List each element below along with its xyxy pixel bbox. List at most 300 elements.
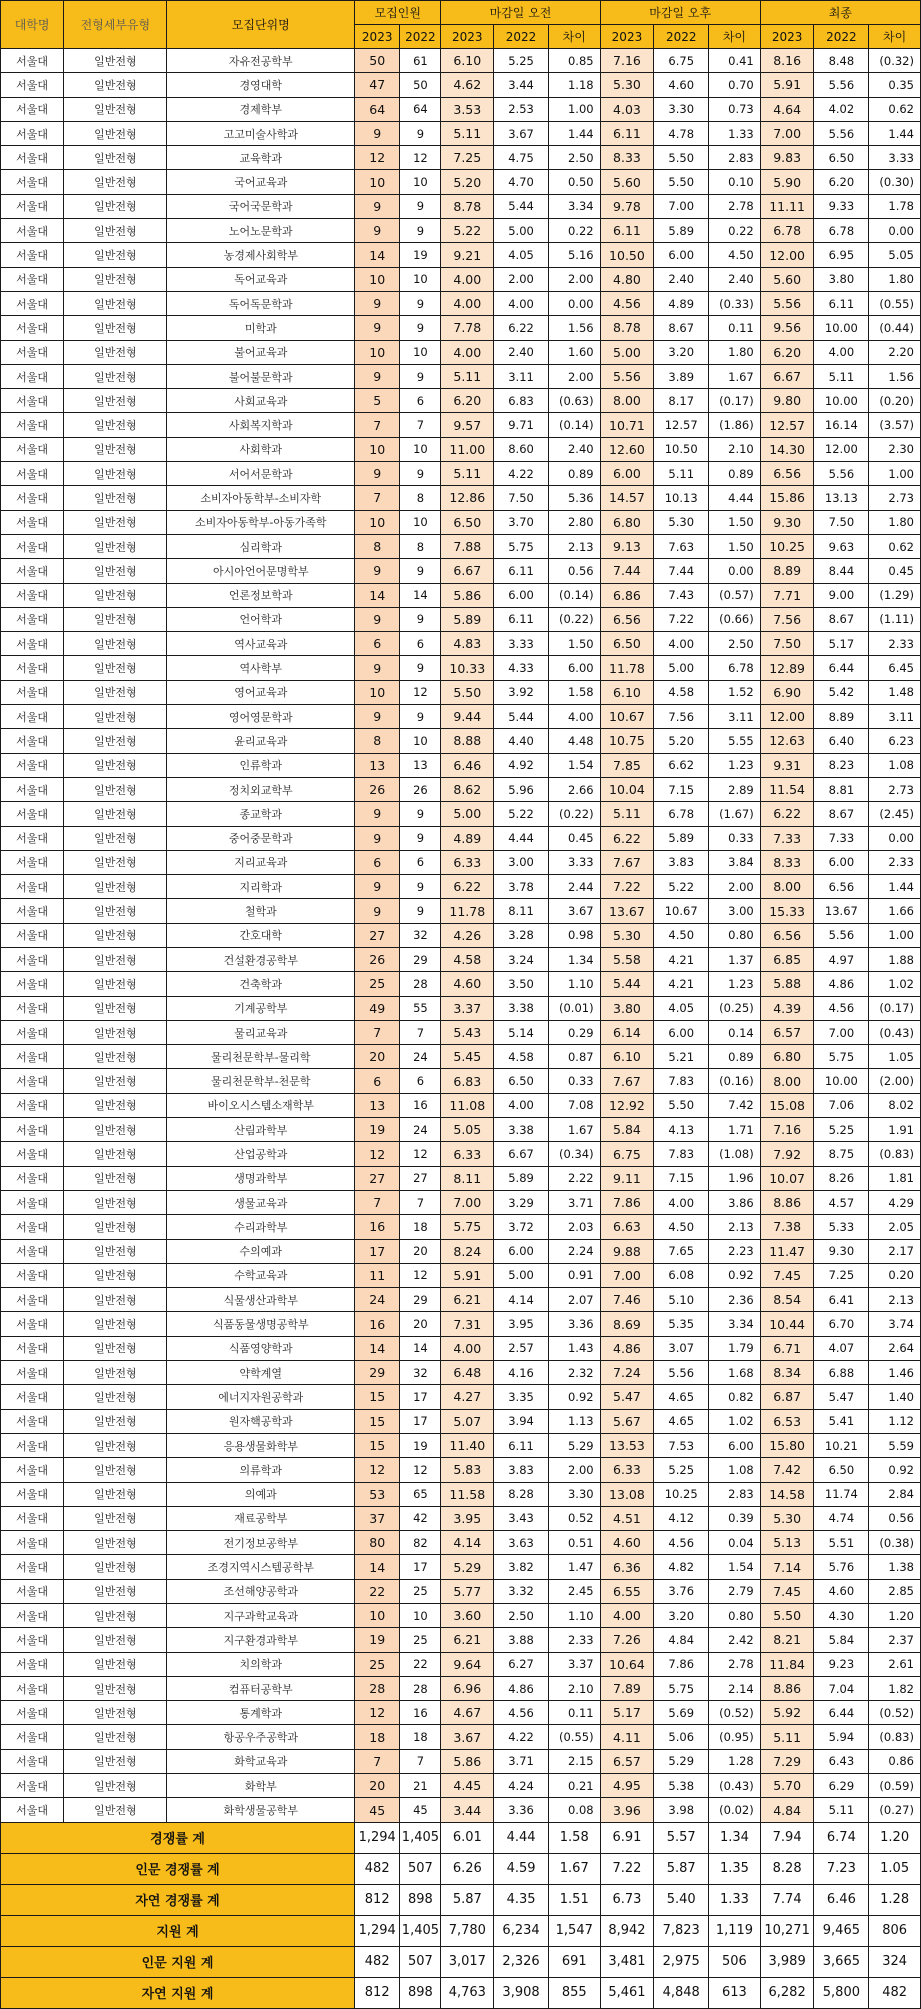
final-2022-cell: 6.20 bbox=[814, 170, 869, 194]
afternoon-2022-cell: 3.98 bbox=[654, 1798, 709, 1822]
afternoon-2022-cell: 4.21 bbox=[654, 972, 709, 996]
morning-2022-cell: 4.14 bbox=[494, 1288, 549, 1312]
dept-cell: 건축학과 bbox=[167, 972, 355, 996]
table-row bbox=[1, 1652, 921, 1676]
quota-2022-cell: 21 bbox=[400, 1774, 441, 1798]
morning-2023-cell: 6.21 bbox=[441, 1628, 494, 1652]
table-body bbox=[1, 49, 921, 1823]
final-diff-cell: 2.73 bbox=[869, 486, 921, 510]
summary-value: 2,975 bbox=[654, 1946, 709, 1977]
quota-2023-cell: 27 bbox=[355, 923, 400, 947]
final-diff-cell: (0.59) bbox=[869, 1774, 921, 1798]
final-2023-cell: 8.00 bbox=[760, 1069, 814, 1093]
quota-2023-cell: 25 bbox=[355, 972, 400, 996]
final-2022-cell: 4.56 bbox=[814, 996, 869, 1020]
final-2022-cell: 6.44 bbox=[814, 656, 869, 680]
afternoon-2023-cell: 7.24 bbox=[600, 1361, 654, 1385]
afternoon-2022-cell: 7.00 bbox=[654, 194, 709, 218]
morning-2023-cell: 5.43 bbox=[441, 1020, 494, 1044]
summary-value: 1.20 bbox=[869, 1822, 921, 1853]
type-cell: 일반전형 bbox=[64, 680, 167, 704]
dept-cell: 불어불문학과 bbox=[167, 364, 355, 388]
final-2023-cell: 14.58 bbox=[760, 1482, 814, 1506]
morning-diff-cell: 1.67 bbox=[548, 1118, 600, 1142]
afternoon-diff-cell: 0.11 bbox=[709, 316, 761, 340]
summary-label: 인문 경쟁률 계 bbox=[1, 1853, 355, 1884]
dept-cell: 언론정보학과 bbox=[167, 583, 355, 607]
afternoon-diff-cell: 5.55 bbox=[709, 729, 761, 753]
year-2022-header: 2022 bbox=[654, 25, 709, 49]
final-2022-cell: 5.84 bbox=[814, 1628, 869, 1652]
dept-cell: 심리학과 bbox=[167, 534, 355, 558]
table-row bbox=[1, 656, 921, 680]
summary-value: 7.74 bbox=[760, 1884, 814, 1915]
quota-2022-cell: 9 bbox=[400, 364, 441, 388]
quota-2023-cell: 13 bbox=[355, 1093, 400, 1117]
final-diff-cell: 1.80 bbox=[869, 510, 921, 534]
table-row bbox=[1, 1774, 921, 1798]
final-2022-cell: 6.50 bbox=[814, 146, 869, 170]
table-row bbox=[1, 972, 921, 996]
afternoon-diff-cell: (0.25) bbox=[709, 996, 761, 1020]
final-diff-cell: 2.37 bbox=[869, 1628, 921, 1652]
afternoon-diff-cell: 3.11 bbox=[709, 705, 761, 729]
morning-2023-cell: 6.22 bbox=[441, 875, 494, 899]
morning-2022-cell: 3.11 bbox=[494, 364, 549, 388]
final-2022-cell: 5.33 bbox=[814, 1215, 869, 1239]
quota-2023-cell: 26 bbox=[355, 947, 400, 971]
final-2022-cell: 3.80 bbox=[814, 267, 869, 291]
morning-diff-cell: 1.58 bbox=[548, 680, 600, 704]
quota-2022-cell: 14 bbox=[400, 1336, 441, 1360]
afternoon-diff-cell: 2.14 bbox=[709, 1676, 761, 1700]
final-diff-cell: 1.56 bbox=[869, 364, 921, 388]
morning-diff-cell: 3.33 bbox=[548, 850, 600, 874]
final-2023-cell: 8.33 bbox=[760, 850, 814, 874]
table-row bbox=[1, 364, 921, 388]
afternoon-2023-cell: 10.75 bbox=[600, 729, 654, 753]
quota-2023-cell: 9 bbox=[355, 607, 400, 631]
afternoon-2023-cell: 13.53 bbox=[600, 1433, 654, 1457]
afternoon-2023-cell: 6.86 bbox=[600, 583, 654, 607]
morning-2022-cell: 4.05 bbox=[494, 243, 549, 267]
morning-2023-cell: 5.89 bbox=[441, 607, 494, 631]
final-diff-cell: 0.00 bbox=[869, 219, 921, 243]
morning-diff-cell: 2.33 bbox=[548, 1628, 600, 1652]
morning-2022-cell: 3.95 bbox=[494, 1312, 549, 1336]
afternoon-2022-cell: 3.20 bbox=[654, 340, 709, 364]
final-2022-cell: 10.21 bbox=[814, 1433, 869, 1457]
table-row bbox=[1, 802, 921, 826]
final-diff-cell: 4.29 bbox=[869, 1190, 921, 1214]
final-diff-cell: (0.38) bbox=[869, 1531, 921, 1555]
dept-cell: 아시아언어문명학부 bbox=[167, 559, 355, 583]
morning-2023-cell: 7.31 bbox=[441, 1312, 494, 1336]
summary-row bbox=[1, 1977, 921, 2008]
afternoon-diff-cell: 6.78 bbox=[709, 656, 761, 680]
afternoon-diff-cell: 1.80 bbox=[709, 340, 761, 364]
quota-2022-cell: 9 bbox=[400, 705, 441, 729]
univ-cell: 서울대 bbox=[1, 267, 64, 291]
afternoon-2022-cell: 2.40 bbox=[654, 267, 709, 291]
morning-2023-cell: 4.67 bbox=[441, 1701, 494, 1725]
dept-cell: 화학생물공학부 bbox=[167, 1798, 355, 1822]
afternoon-2023-cell: 5.56 bbox=[600, 364, 654, 388]
final-2023-cell: 12.63 bbox=[760, 729, 814, 753]
univ-cell: 서울대 bbox=[1, 97, 64, 121]
morning-diff-cell: 3.67 bbox=[548, 899, 600, 923]
morning-2023-cell: 7.78 bbox=[441, 316, 494, 340]
morning-diff-cell: 1.43 bbox=[548, 1336, 600, 1360]
final-2023-cell: 5.11 bbox=[760, 1725, 814, 1749]
final-2022-cell: 4.97 bbox=[814, 947, 869, 971]
morning-2023-cell: 4.00 bbox=[441, 340, 494, 364]
final-2022-cell: 6.44 bbox=[814, 1701, 869, 1725]
type-cell: 일반전형 bbox=[64, 1749, 167, 1773]
quota-2023-cell: 9 bbox=[355, 656, 400, 680]
summary-value: 4.59 bbox=[494, 1853, 549, 1884]
final-2022-cell: 9.30 bbox=[814, 1239, 869, 1263]
summary-value: 3,017 bbox=[441, 1946, 494, 1977]
table-row bbox=[1, 462, 921, 486]
type-cell: 일반전형 bbox=[64, 996, 167, 1020]
final-2023-cell: 8.34 bbox=[760, 1361, 814, 1385]
type-cell: 일반전형 bbox=[64, 49, 167, 73]
dept-cell: 물리천문학부-천문학 bbox=[167, 1069, 355, 1093]
header-row-groups bbox=[1, 1, 921, 25]
table-row bbox=[1, 243, 921, 267]
afternoon-2022-cell: 4.21 bbox=[654, 947, 709, 971]
morning-diff-cell: 0.50 bbox=[548, 170, 600, 194]
morning-2023-cell: 8.24 bbox=[441, 1239, 494, 1263]
quota-2022-cell: 10 bbox=[400, 729, 441, 753]
afternoon-diff-cell: 3.84 bbox=[709, 850, 761, 874]
morning-2023-cell: 9.44 bbox=[441, 705, 494, 729]
summary-value: 507 bbox=[400, 1853, 441, 1884]
dept-cell: 국어교육과 bbox=[167, 170, 355, 194]
afternoon-diff-cell: 2.83 bbox=[709, 1482, 761, 1506]
type-cell: 일반전형 bbox=[64, 486, 167, 510]
summary-value: 6,282 bbox=[760, 1977, 814, 2008]
afternoon-diff-cell: 0.10 bbox=[709, 170, 761, 194]
afternoon-2022-cell: 7.86 bbox=[654, 1652, 709, 1676]
morning-2022-cell: 6.67 bbox=[494, 1142, 549, 1166]
summary-value: 7.23 bbox=[814, 1853, 869, 1884]
type-cell: 일반전형 bbox=[64, 826, 167, 850]
quota-2022-cell: 7 bbox=[400, 413, 441, 437]
quota-2022-cell: 45 bbox=[400, 1798, 441, 1822]
final-2022-cell: 5.25 bbox=[814, 1118, 869, 1142]
summary-label: 지원 계 bbox=[1, 1915, 355, 1946]
dept-cell: 통계학과 bbox=[167, 1701, 355, 1725]
afternoon-2022-cell: 7.22 bbox=[654, 607, 709, 631]
morning-2022-cell: 4.22 bbox=[494, 1725, 549, 1749]
final-2022-cell: 4.60 bbox=[814, 1579, 869, 1603]
type-cell: 일반전형 bbox=[64, 437, 167, 461]
quota-2022-cell: 6 bbox=[400, 1069, 441, 1093]
table-row bbox=[1, 1749, 921, 1773]
table-row bbox=[1, 1458, 921, 1482]
final-2023-cell: 10.07 bbox=[760, 1166, 814, 1190]
morning-diff-cell: 2.44 bbox=[548, 875, 600, 899]
univ-cell: 서울대 bbox=[1, 1628, 64, 1652]
table-row bbox=[1, 1676, 921, 1700]
final-2023-cell: 9.56 bbox=[760, 316, 814, 340]
afternoon-2023-cell: 5.44 bbox=[600, 972, 654, 996]
univ-cell: 서울대 bbox=[1, 1482, 64, 1506]
afternoon-diff-cell: 2.23 bbox=[709, 1239, 761, 1263]
afternoon-2023-cell: 6.10 bbox=[600, 1045, 654, 1069]
afternoon-diff-cell: 0.73 bbox=[709, 97, 761, 121]
afternoon-2023-cell: 6.22 bbox=[600, 826, 654, 850]
morning-diff-cell: 1.54 bbox=[548, 753, 600, 777]
final-2023-cell: 9.30 bbox=[760, 510, 814, 534]
quota-2023-cell: 9 bbox=[355, 121, 400, 145]
quota-2023-cell: 9 bbox=[355, 462, 400, 486]
morning-diff-cell: 2.10 bbox=[548, 1676, 600, 1700]
final-2022-cell: 9.00 bbox=[814, 583, 869, 607]
morning-diff-cell: (0.63) bbox=[548, 389, 600, 413]
quota-2023-cell: 19 bbox=[355, 1628, 400, 1652]
morning-diff-cell: 0.51 bbox=[548, 1531, 600, 1555]
final-2023-cell: 4.84 bbox=[760, 1798, 814, 1822]
afternoon-2023-cell: 6.33 bbox=[600, 1458, 654, 1482]
univ-cell: 서울대 bbox=[1, 1263, 64, 1287]
final-2022-cell: 7.04 bbox=[814, 1676, 869, 1700]
morning-diff-cell: 1.56 bbox=[548, 316, 600, 340]
morning-2023-cell: 5.86 bbox=[441, 583, 494, 607]
final-2023-cell: 7.92 bbox=[760, 1142, 814, 1166]
dept-cell: 중어중문학과 bbox=[167, 826, 355, 850]
summary-value: 1,119 bbox=[709, 1915, 761, 1946]
table-row bbox=[1, 875, 921, 899]
final-diff-cell: 2.20 bbox=[869, 340, 921, 364]
final-2023-cell: 15.86 bbox=[760, 486, 814, 510]
type-cell: 일반전형 bbox=[64, 1385, 167, 1409]
final-diff-cell: 1.00 bbox=[869, 462, 921, 486]
morning-2022-cell: 3.33 bbox=[494, 632, 549, 656]
quota-2022-cell: 28 bbox=[400, 972, 441, 996]
summary-value: 691 bbox=[548, 1946, 600, 1977]
final-2023-cell: 5.92 bbox=[760, 1701, 814, 1725]
final-diff-cell: (1.11) bbox=[869, 607, 921, 631]
quota-2023-cell: 9 bbox=[355, 826, 400, 850]
quota-2022-cell: 42 bbox=[400, 1506, 441, 1530]
morning-diff-cell: 1.44 bbox=[548, 121, 600, 145]
univ-cell: 서울대 bbox=[1, 1725, 64, 1749]
morning-diff-cell: (0.22) bbox=[548, 802, 600, 826]
dept-cell: 조경지역시스템공학부 bbox=[167, 1555, 355, 1579]
morning-2023-cell: 7.25 bbox=[441, 146, 494, 170]
final-diff-cell: 0.62 bbox=[869, 534, 921, 558]
quota-2023-cell: 50 bbox=[355, 49, 400, 73]
dept-cell: 역사교육과 bbox=[167, 632, 355, 656]
quota-2022-cell: 12 bbox=[400, 1458, 441, 1482]
dept-cell: 생명과학부 bbox=[167, 1166, 355, 1190]
summary-value: 6.73 bbox=[600, 1884, 654, 1915]
afternoon-2022-cell: 8.67 bbox=[654, 316, 709, 340]
quota-2022-cell: 9 bbox=[400, 899, 441, 923]
final-2022-cell: 6.50 bbox=[814, 1458, 869, 1482]
final-diff-cell: 1.81 bbox=[869, 1166, 921, 1190]
univ-cell: 서울대 bbox=[1, 1312, 64, 1336]
afternoon-2022-cell: 4.65 bbox=[654, 1409, 709, 1433]
afternoon-2022-cell: 3.07 bbox=[654, 1336, 709, 1360]
afternoon-2022-cell: 5.56 bbox=[654, 1361, 709, 1385]
year-2022-header: 2022 bbox=[814, 25, 869, 49]
final-2023-cell: 12.00 bbox=[760, 705, 814, 729]
table-row bbox=[1, 97, 921, 121]
final-2023-cell: 5.90 bbox=[760, 170, 814, 194]
afternoon-diff-cell: 3.00 bbox=[709, 899, 761, 923]
quota-2022-cell: 64 bbox=[400, 97, 441, 121]
afternoon-2022-cell: 6.00 bbox=[654, 1020, 709, 1044]
quota-2023-cell: 47 bbox=[355, 73, 400, 97]
quota-2023-cell: 6 bbox=[355, 850, 400, 874]
morning-diff-cell: 0.45 bbox=[548, 826, 600, 850]
afternoon-diff-cell: 2.40 bbox=[709, 267, 761, 291]
afternoon-2023-cell: 6.50 bbox=[600, 632, 654, 656]
table-row bbox=[1, 1482, 921, 1506]
summary-value: 482 bbox=[355, 1946, 400, 1977]
afternoon-2022-cell: 3.76 bbox=[654, 1579, 709, 1603]
quota-2023-cell: 9 bbox=[355, 899, 400, 923]
dept-cell: 소비자아동학부-소비자학 bbox=[167, 486, 355, 510]
table-row bbox=[1, 1288, 921, 1312]
final-diff-cell: 6.23 bbox=[869, 729, 921, 753]
morning-2023-cell: 5.91 bbox=[441, 1263, 494, 1287]
final-2023-cell: 6.53 bbox=[760, 1409, 814, 1433]
quota-2022-cell: 29 bbox=[400, 947, 441, 971]
univ-cell: 서울대 bbox=[1, 1190, 64, 1214]
afternoon-2023-cell: 12.60 bbox=[600, 437, 654, 461]
afternoon-2023-cell: 4.00 bbox=[600, 1604, 654, 1628]
morning-diff-cell: 1.50 bbox=[548, 632, 600, 656]
morning-2023-cell: 3.37 bbox=[441, 996, 494, 1020]
summary-value: 812 bbox=[355, 1884, 400, 1915]
morning-2023-cell: 3.60 bbox=[441, 1604, 494, 1628]
morning-diff-cell: 0.11 bbox=[548, 1701, 600, 1725]
final-2023-cell: 8.86 bbox=[760, 1676, 814, 1700]
morning-diff-cell: 0.22 bbox=[548, 219, 600, 243]
morning-2023-cell: 4.00 bbox=[441, 1336, 494, 1360]
dept-cell: 철학과 bbox=[167, 899, 355, 923]
summary-value: 812 bbox=[355, 1977, 400, 2008]
afternoon-diff-cell: 0.33 bbox=[709, 826, 761, 850]
morning-2022-cell: 4.44 bbox=[494, 826, 549, 850]
afternoon-2023-cell: 6.11 bbox=[600, 219, 654, 243]
univ-cell: 서울대 bbox=[1, 729, 64, 753]
morning-diff-cell: 4.48 bbox=[548, 729, 600, 753]
univ-cell: 서울대 bbox=[1, 583, 64, 607]
afternoon-diff-cell: 1.50 bbox=[709, 510, 761, 534]
type-cell: 일반전형 bbox=[64, 899, 167, 923]
dept-cell: 사회학과 bbox=[167, 437, 355, 461]
final-diff-cell: 1.00 bbox=[869, 923, 921, 947]
summary-value: 506 bbox=[709, 1946, 761, 1977]
dept-cell: 정치외교학부 bbox=[167, 777, 355, 801]
quota-2023-cell: 8 bbox=[355, 534, 400, 558]
type-cell: 일반전형 bbox=[64, 777, 167, 801]
summary-value: 6,234 bbox=[494, 1915, 549, 1946]
afternoon-2022-cell: 4.56 bbox=[654, 1531, 709, 1555]
morning-2022-cell: 4.33 bbox=[494, 656, 549, 680]
quota-2023-cell: 10 bbox=[355, 680, 400, 704]
afternoon-diff-cell: 0.04 bbox=[709, 1531, 761, 1555]
table-row bbox=[1, 1628, 921, 1652]
final-2023-cell: 7.16 bbox=[760, 1118, 814, 1142]
quota-2022-cell: 12 bbox=[400, 1263, 441, 1287]
afternoon-diff-cell: 2.42 bbox=[709, 1628, 761, 1652]
morning-2022-cell: 3.44 bbox=[494, 73, 549, 97]
morning-2022-cell: 3.38 bbox=[494, 1118, 549, 1142]
morning-diff-cell: (0.34) bbox=[548, 1142, 600, 1166]
final-2022-cell: 4.57 bbox=[814, 1190, 869, 1214]
final-2023-cell: 6.80 bbox=[760, 1045, 814, 1069]
dept-cell: 지리교육과 bbox=[167, 850, 355, 874]
summary-label: 경쟁률 계 bbox=[1, 1822, 355, 1853]
type-cell: 일반전형 bbox=[64, 1701, 167, 1725]
univ-cell: 서울대 bbox=[1, 1579, 64, 1603]
final-diff-cell: 3.11 bbox=[869, 705, 921, 729]
type-cell: 일반전형 bbox=[64, 340, 167, 364]
quota-2022-cell: 22 bbox=[400, 1652, 441, 1676]
final-2023-cell: 9.80 bbox=[760, 389, 814, 413]
final-2023-cell: 7.14 bbox=[760, 1555, 814, 1579]
morning-2022-cell: 3.32 bbox=[494, 1579, 549, 1603]
afternoon-2023-cell: 4.95 bbox=[600, 1774, 654, 1798]
dept-cell: 물리천문학부-물리학 bbox=[167, 1045, 355, 1069]
type-cell: 일반전형 bbox=[64, 510, 167, 534]
quota-2023-cell: 10 bbox=[355, 1604, 400, 1628]
table-row bbox=[1, 1725, 921, 1749]
table-row bbox=[1, 1263, 921, 1287]
quota-2023-cell: 27 bbox=[355, 1166, 400, 1190]
table-row bbox=[1, 850, 921, 874]
summary-value: 1.58 bbox=[548, 1822, 600, 1853]
morning-2022-cell: 2.57 bbox=[494, 1336, 549, 1360]
table-row bbox=[1, 1361, 921, 1385]
table-row bbox=[1, 194, 921, 218]
final-2023-cell: 15.08 bbox=[760, 1093, 814, 1117]
univ-cell: 서울대 bbox=[1, 1215, 64, 1239]
morning-diff-cell: 3.30 bbox=[548, 1482, 600, 1506]
afternoon-2022-cell: 4.60 bbox=[654, 73, 709, 97]
morning-2023-cell: 5.50 bbox=[441, 680, 494, 704]
quota-2023-cell: 9 bbox=[355, 559, 400, 583]
morning-diff-cell: 0.56 bbox=[548, 559, 600, 583]
quota-2022-cell: 9 bbox=[400, 559, 441, 583]
final-2023-cell: 6.85 bbox=[760, 947, 814, 971]
summary-label: 자연 지원 계 bbox=[1, 1977, 355, 2008]
type-cell: 일반전형 bbox=[64, 1263, 167, 1287]
afternoon-2022-cell: 4.50 bbox=[654, 923, 709, 947]
type-cell: 일반전형 bbox=[64, 1190, 167, 1214]
afternoon-2022-cell: 4.50 bbox=[654, 1215, 709, 1239]
summary-value: 3,908 bbox=[494, 1977, 549, 2008]
morning-2023-cell: 3.95 bbox=[441, 1506, 494, 1530]
morning-diff-cell: 4.00 bbox=[548, 705, 600, 729]
table-row bbox=[1, 1142, 921, 1166]
morning-diff-cell: 1.10 bbox=[548, 972, 600, 996]
morning-diff-cell: 1.47 bbox=[548, 1555, 600, 1579]
quota-2022-cell: 9 bbox=[400, 607, 441, 631]
univ-cell: 서울대 bbox=[1, 1774, 64, 1798]
quota-2023-cell: 22 bbox=[355, 1579, 400, 1603]
final-2023-cell: 7.29 bbox=[760, 1749, 814, 1773]
morning-2022-cell: 3.35 bbox=[494, 1385, 549, 1409]
final-2023-cell: 11.54 bbox=[760, 777, 814, 801]
